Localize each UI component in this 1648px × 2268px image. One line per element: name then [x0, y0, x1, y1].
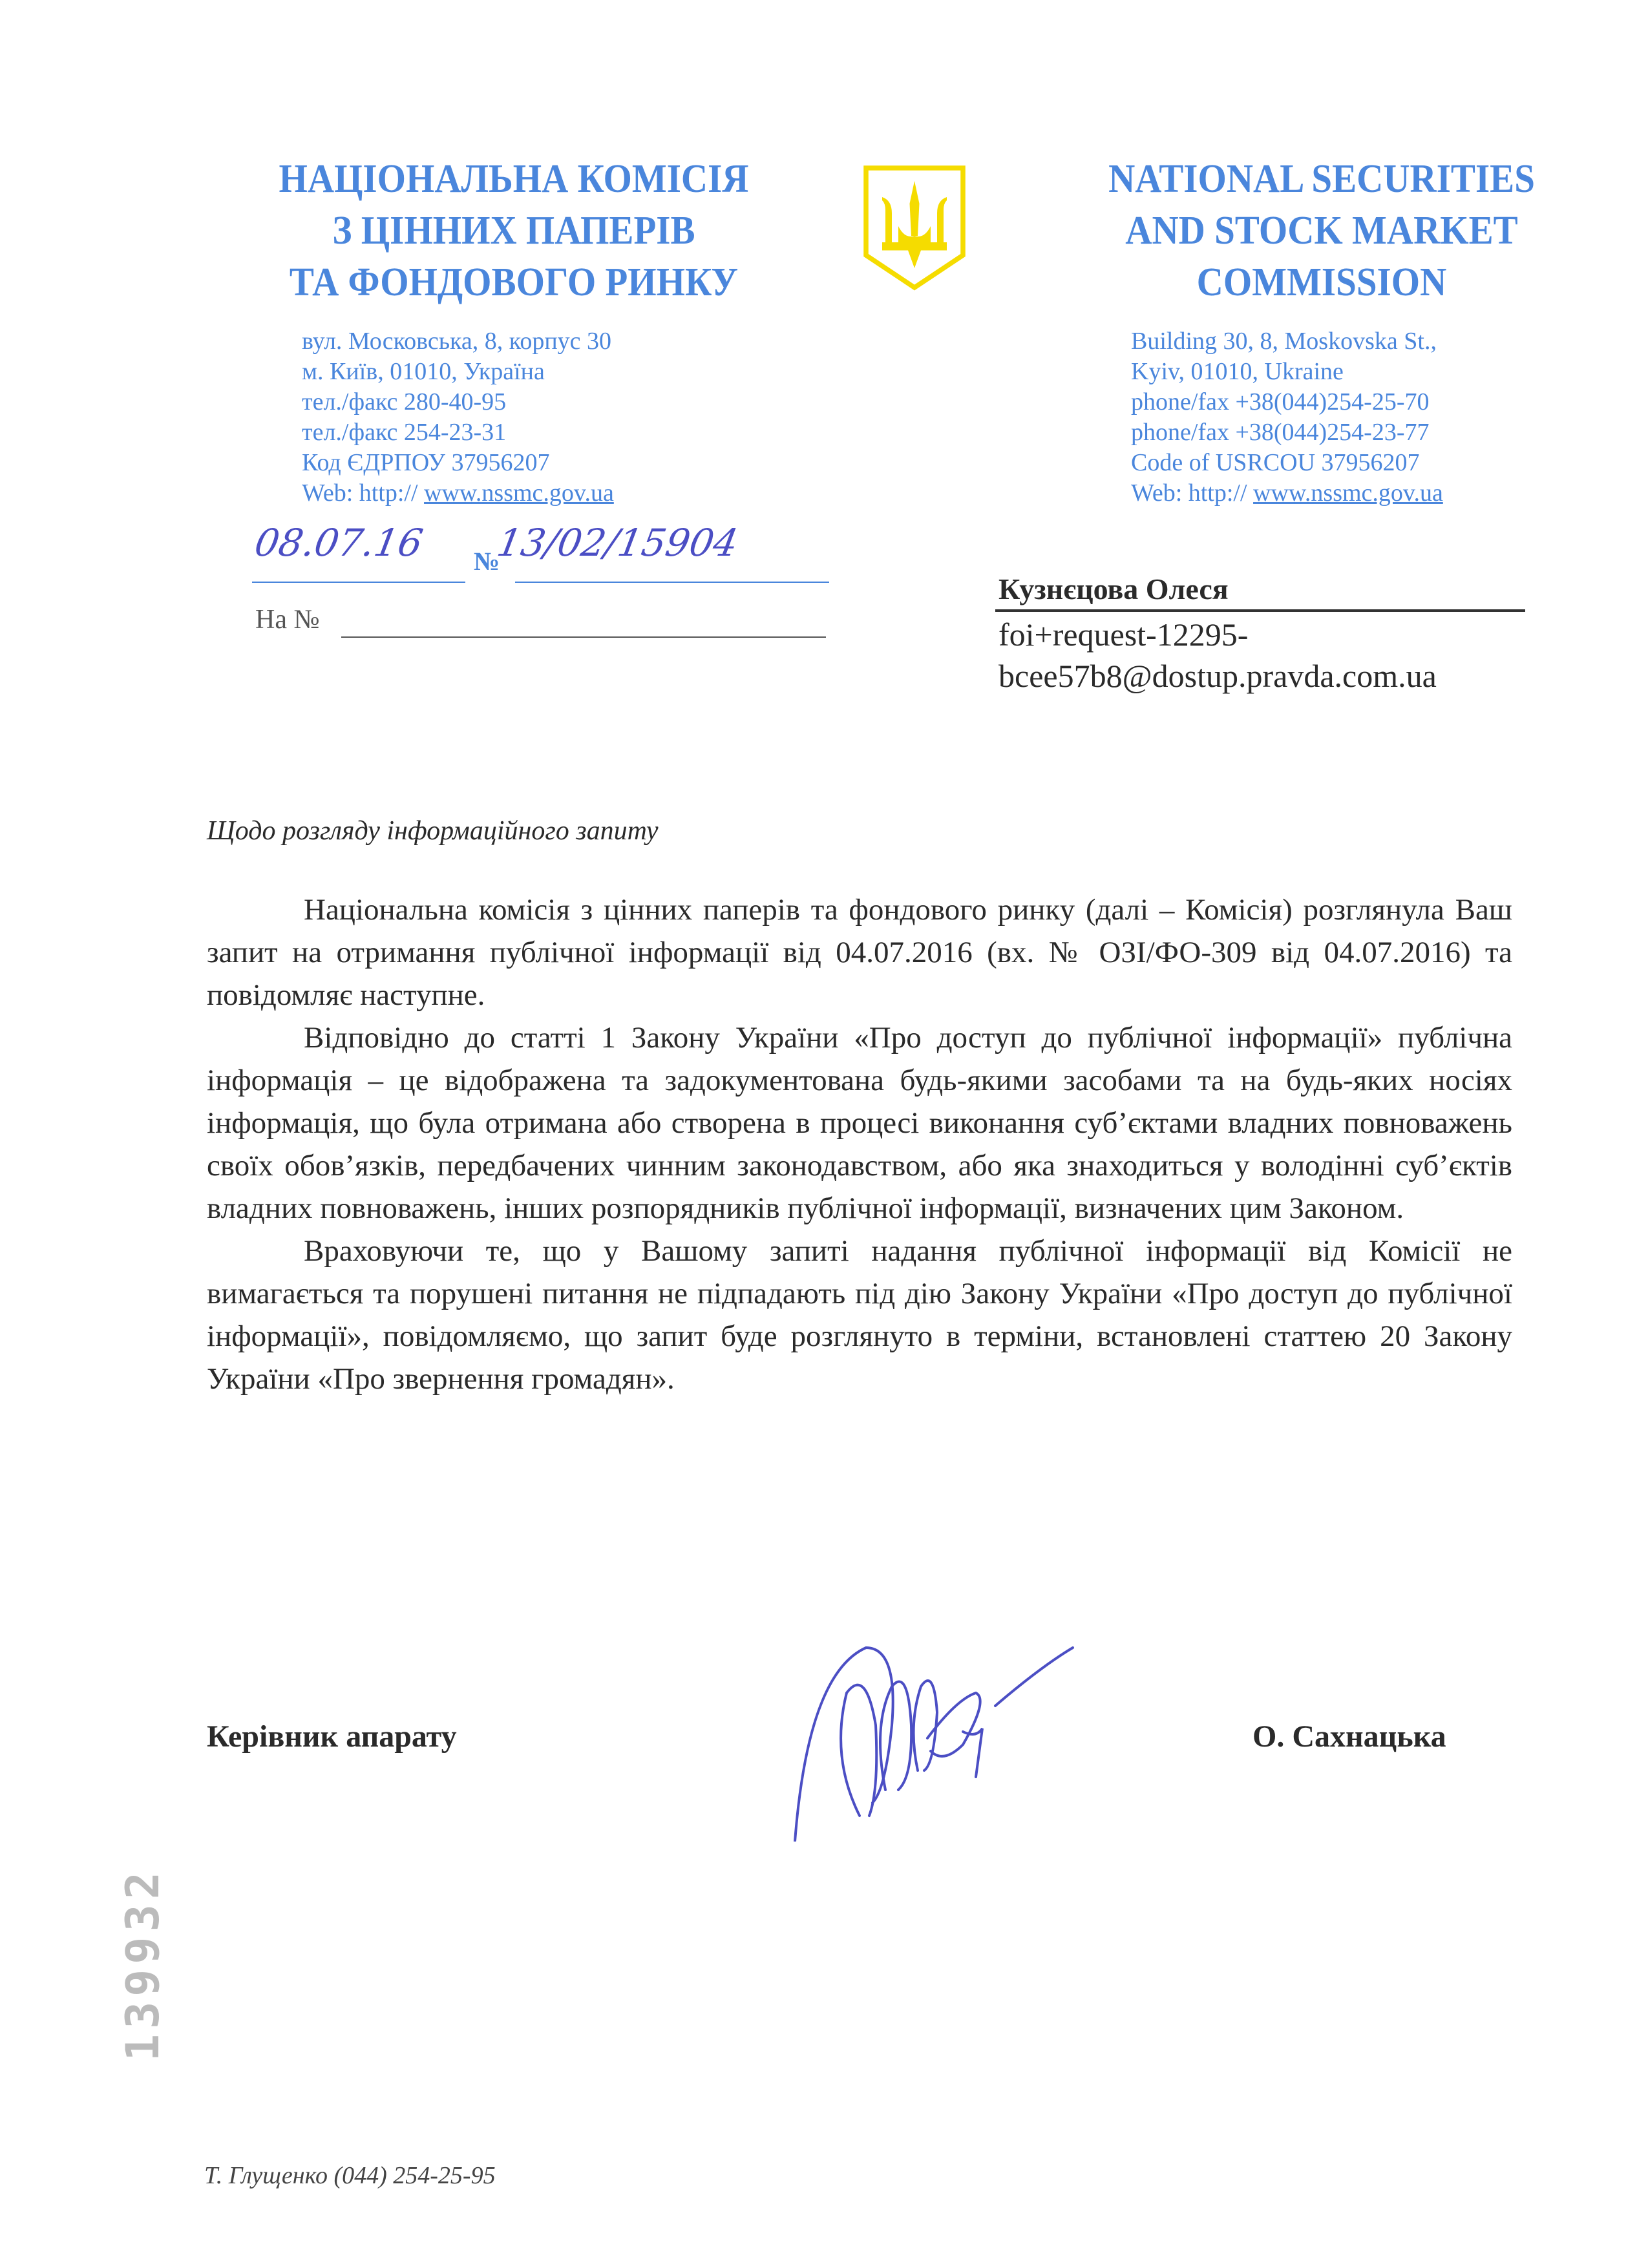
signatory-name: О. Сахнацька	[1252, 1719, 1446, 1754]
web-prefix: Web: http://	[302, 479, 418, 507]
incoming-stamp-number	[97, 1854, 169, 2061]
website-link-en[interactable]: www.nssmc.gov.ua	[1253, 479, 1443, 507]
address-ua-line: тел./факс 280-40-95	[302, 388, 507, 415]
registration-date-underline	[252, 582, 465, 583]
body-paragraph: Враховуючи те, що у Вашому запиті надання публічної інформації від Комісії не вимагається та порушені питання не підпадають під дію Закону України «Про доступ до публічної інформації», повідомляємо, що запит буде розглянуто в терміни, встановлені статтею 20 Закону України «Про звернення громадян».	[207, 1234, 1512, 1396]
address-en-line: phone/fax +38(044)254-23-77	[1131, 419, 1430, 446]
org-title-ua-line-3: ТА ФОНДОВОГО РИНКУ	[289, 260, 739, 304]
address-en-line: Code of USRCOU 37956207	[1131, 449, 1420, 476]
handwritten-signature-icon	[769, 1596, 1092, 1842]
incoming-stamp-number-text: 139932	[116, 1867, 169, 2061]
executor-contact: Т. Глущенко (044) 254-25-95	[204, 2162, 496, 2189]
org-title-en-line-3: COMMISSION	[1196, 260, 1447, 304]
registration-number-handwritten: 13/02/15904	[494, 521, 742, 565]
addressee-email	[998, 614, 1437, 697]
web-prefix: Web: http://	[1131, 479, 1247, 507]
website-link-ua[interactable]: www.nssmc.gov.ua	[424, 479, 614, 507]
trident-coat-of-arms-icon	[863, 165, 966, 294]
address-en-line: phone/fax +38(044)254-25-70	[1131, 388, 1430, 415]
org-title-en-line-2: AND STOCK MARKET	[1125, 209, 1518, 253]
signatory-position: Керівник апарату	[207, 1719, 457, 1754]
org-title-ua-line-2: З ЦІННИХ ПАПЕРІВ	[332, 209, 695, 253]
address-ua-line: вул. Московська, 8, корпус 30	[302, 328, 612, 355]
letter-body	[207, 888, 1512, 1400]
reply-to-underline	[341, 636, 826, 638]
address-ua-line: тел./факс 254-23-31	[302, 419, 507, 446]
address-en-web	[1131, 478, 1443, 509]
address-ua-line: Код ЄДРПОУ 37956207	[302, 449, 550, 476]
letter-subject: Щодо розгляду інформаційного запиту	[207, 816, 659, 846]
addressee-name: Кузнєцова Олеся	[998, 572, 1229, 605]
address-ua-web	[302, 478, 614, 509]
registration-date-handwritten: 08.07.16	[251, 521, 427, 565]
address-ua-line: м. Київ, 01010, Україна	[302, 358, 545, 385]
address-en-line: Building 30, 8, Moskovska St.,	[1131, 328, 1437, 355]
reply-to-label: На №	[255, 605, 320, 635]
registration-number-underline	[515, 582, 829, 583]
addressee-email-line-2: bcee57b8@dostup.pravda.com.ua	[998, 658, 1437, 694]
org-title-ua	[246, 153, 781, 308]
org-title-en	[1075, 153, 1569, 308]
body-paragraph: Національна комісія з цінних паперів та фондового ринку (далі – Комісія) розглянула Ваш запит на отримання публічної інформації від 04.07.2016 (вх. № ОЗІ/ФО-309 від 04.07.2016) та повідомляє наступне.	[207, 893, 1512, 1012]
addressee-underline	[995, 609, 1525, 612]
address-ua	[302, 326, 614, 509]
org-title-en-line-1: NATIONAL SECURITIES	[1108, 157, 1535, 201]
addressee-email-line-1: foi+request-12295-	[998, 616, 1249, 653]
org-title-ua-line-1: НАЦІОНАЛЬНА КОМІСІЯ	[279, 157, 749, 201]
body-paragraph: Відповідно до статті 1 Закону України «Про доступ до публічної інформації» публічна інформація – це відображена та задокументована будь-якими засобами та на будь-яких носіях інформація, що була отримана або створена в процесі виконання суб’єктами владних повноважень своїх обов’язків, передбачених чинним законодавством, або яка знаходиться у володінні суб’єктів владних повноважень, інших розпорядників публічної інформації, визначених цим Законом.	[207, 1021, 1512, 1225]
address-en-line: Kyiv, 01010, Ukraine	[1131, 358, 1344, 385]
registration-number-label: №	[474, 547, 500, 576]
address-en	[1131, 326, 1443, 509]
